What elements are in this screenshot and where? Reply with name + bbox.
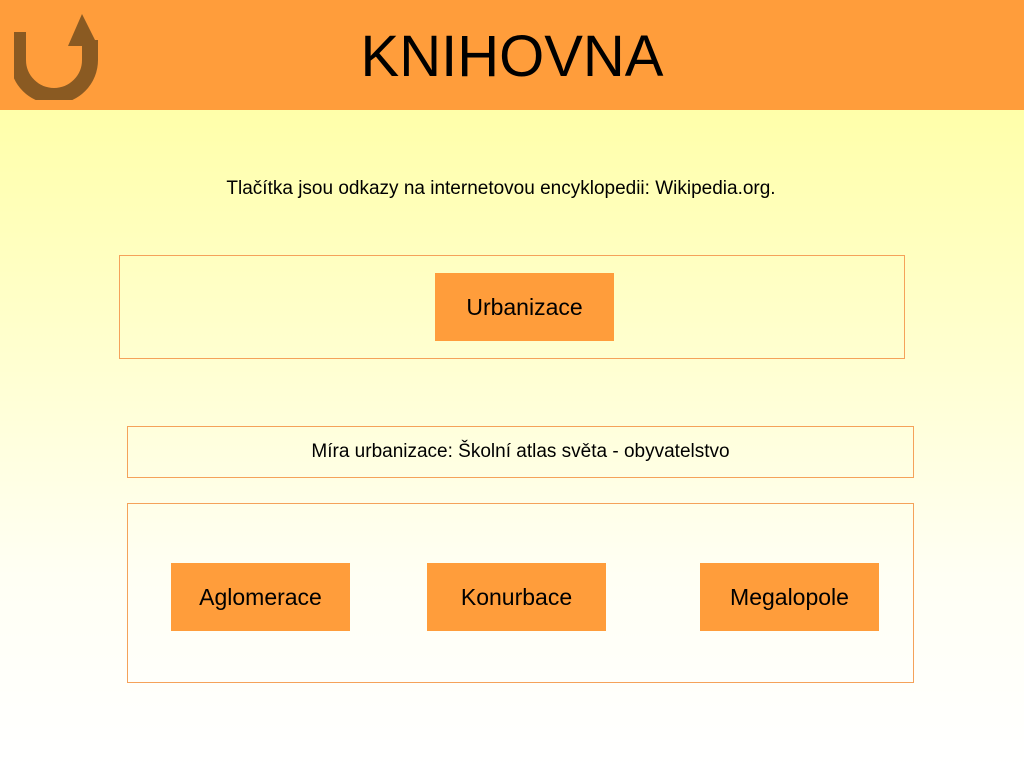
header-bar [0,0,1024,110]
megalopole-button[interactable]: Megalopole [700,563,879,631]
intro-text: Tlačítka jsou odkazy na internetovou encyklopedii: Wikipedia.org. [226,178,776,199]
aglomerace-button[interactable]: Aglomerace [171,563,350,631]
atlas-link[interactable]: Míra urbanizace: Školní atlas světa - obyvatelstvo [311,441,730,462]
page-title: KNIHOVNA [360,24,664,89]
konurbace-button[interactable]: Konurbace [427,563,606,631]
urbanizace-button[interactable]: Urbanizace [435,273,614,341]
